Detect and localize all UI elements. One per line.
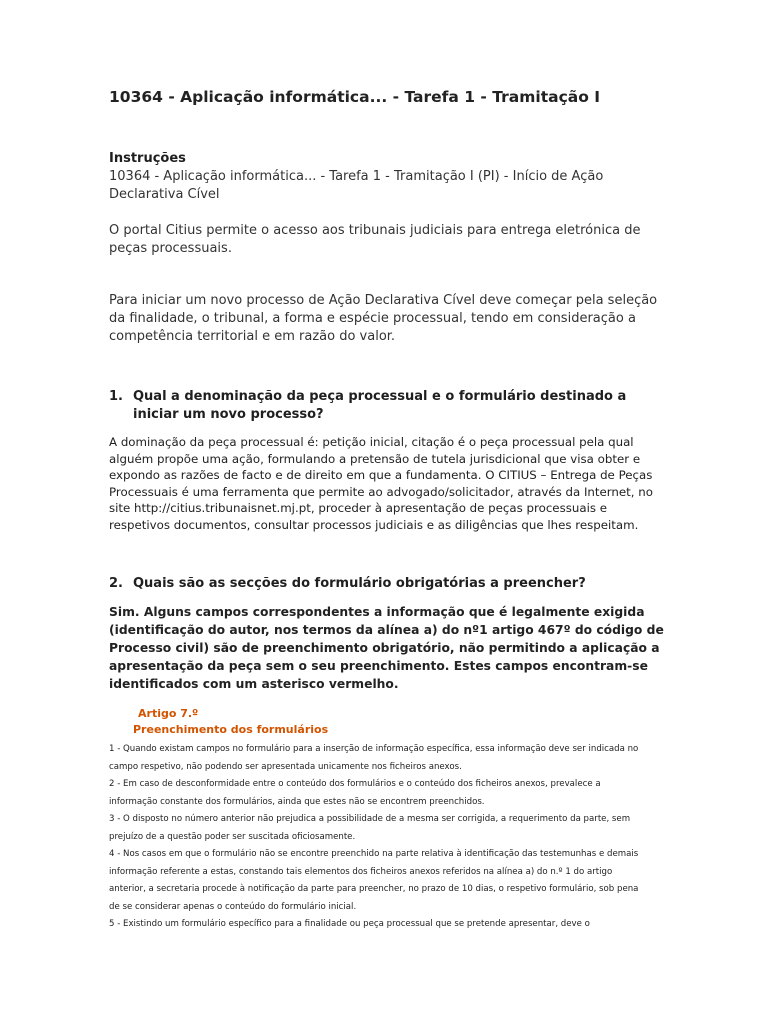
question-number: 1. [109,389,123,404]
clause: 2 - Em caso de desconformidade entre o conteúdo dos formulários e o conteúdo dos ficheiros anexos, prevalece a informação constante dos formulários, ainda que estes não se encontrem preenchidos. [109,779,601,807]
clause: 3 - O disposto no número anterior não prejudica a possibilidade de a mesma ser corrigida, a requerimento da parte, sem prejuízo de a questão poder ser suscitada oficiosamente. [109,814,631,842]
article-title: Artigo 7.º [138,707,199,720]
page-title: 10364 - Aplicação informática... - Tarefa 1 - Tramitação I [109,88,601,106]
clause: 5 - Existindo um formulário específico para a finalidade ou peça processual que se pretende apresentar, deve o [109,919,590,929]
clause: 4 - Nos casos em que o formulário não se encontre preenchido na parte relativa à identificação das testemunhas e demais informação referente a estas, constando tais elementos dos ficheiros anexos referidos na alínea a) do n.º 1 do artigo anterior, a secretaria procede à notificação da parte para preencher, no prazo de 10 dias, o respetivo formulário, sob pena de se considerar apenas o conteúdo do formulário inicial. [109,849,639,912]
article-clauses [109,741,649,934]
intro-paragraph: O portal Citius permite o acesso aos tribunais judiciais para entrega eletrónica de peças processuais. [109,223,641,256]
procedure-paragraph: Para iniciar um novo processo de Ação Declarativa Cível deve começar pela seleção da finalidade, o tribunal, a forma e espécie processual, tendo em consideração a competência territorial e em razão do valor. [109,293,658,344]
question-2 [109,575,649,593]
question-1 [109,388,649,424]
article-subtitle: Preenchimento dos formulários [133,723,329,736]
question-text: Qual a denominação da peça processual e o formulário destinado a iniciar um novo processo? [133,389,627,422]
question-text: Quais são as secções do formulário obrigatórias a preencher? [133,576,586,591]
question-number: 2. [109,576,123,591]
instructions-heading: Instruções [109,151,186,166]
clause: 1 - Quando existam campos no formulário para a inserção de informação específica, essa informação deve ser indicada no campo respetivo, não podendo ser apresentada unicamente nos ficheiros anexos. [109,744,639,772]
instructions-subtitle: 10364 - Aplicação informática... - Tarefa 1 - Tramitação I (PI) - Início de Ação Declarativa Cível [109,169,604,202]
answer-2: Sim. Alguns campos correspondentes a informação que é legalmente exigida (identificação do autor, nos termos da alínea a) do nº1 artigo 467º do código de Processo civil) são de preenchimento obrigatório, não permitindo a aplicação a apresentação da peça sem o seu preenchimento. Estes campos encontram-se identificados com um asterisco vermelho. [109,605,664,691]
answer-1: A dominação da peça processual é: petição inicial, citação é o peça processual pela qual alguém propõe uma ação, formulando a pretensão de tutela jurisdicional que visa obter e expondo as razões de facto e de direito em que a fundamenta. O CITIUS – Entrega de Peças Processuais é uma ferramenta que permite ao advogado/solicitador, através da Internet, no site http://citius.tribunaisnet.mj.pt, proceder à apresentação de peças processuais e respetivos documentos, consultar processos judiciais e as diligências que lhes respeitam. [109,435,653,532]
